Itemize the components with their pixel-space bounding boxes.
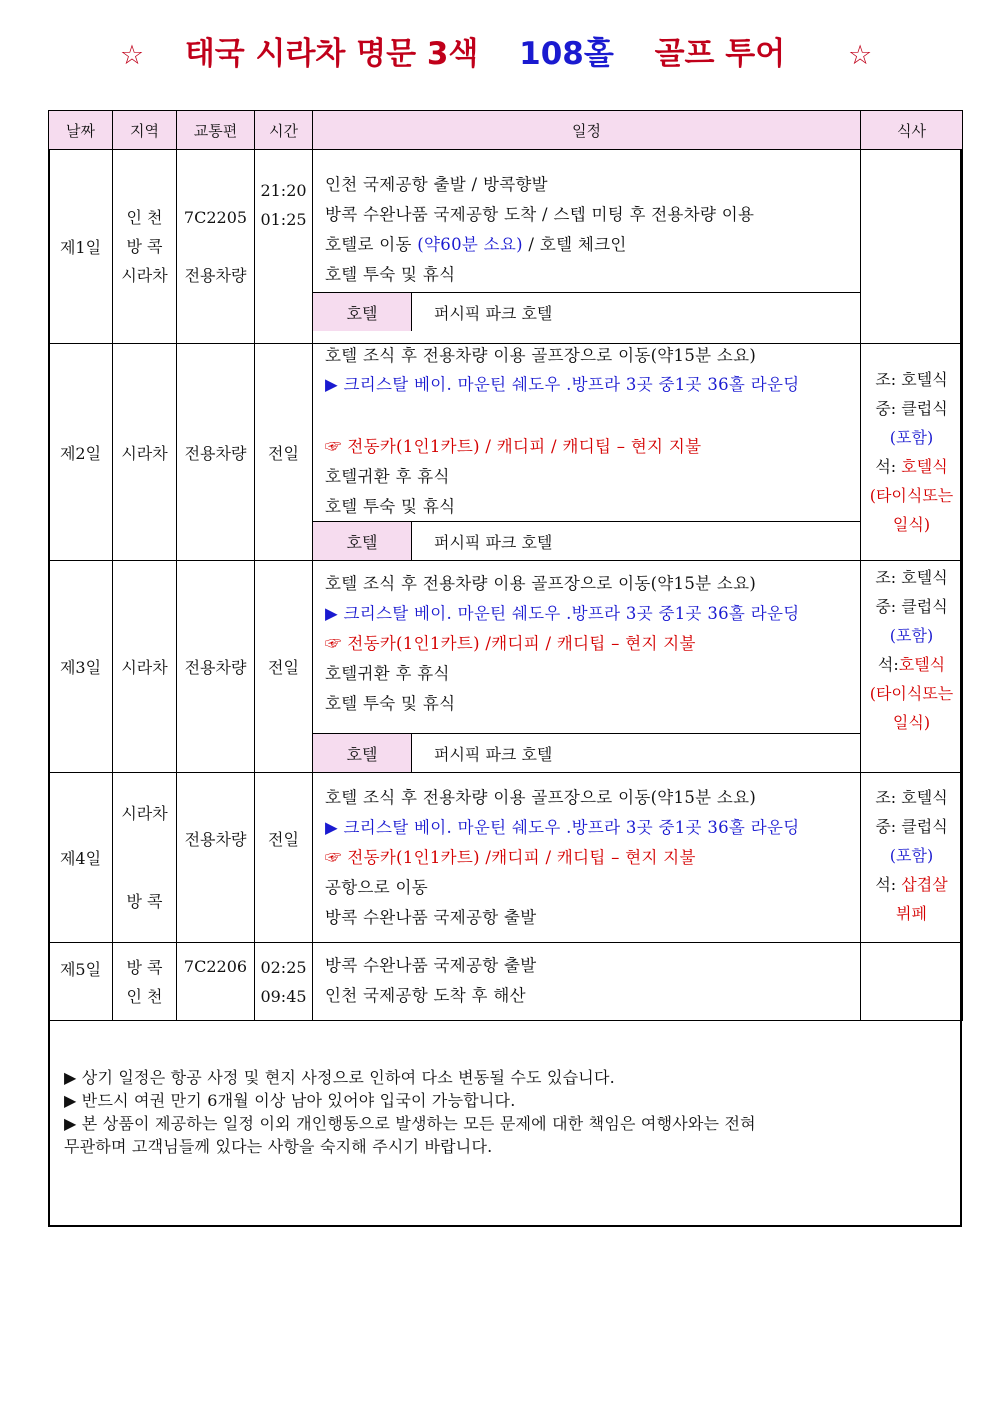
day-time: 02:25 09:45 [255, 943, 313, 1021]
hotel-bar [313, 733, 860, 772]
star-icon: ☆ [847, 40, 873, 71]
table-row [49, 943, 963, 1021]
page-title [0, 28, 992, 73]
day-time: 전일 [255, 344, 313, 561]
day-schedule: 호텔 조식 후 전용차량 이용 골프장으로 이동(약15분 소요) ▶ 크리스탈 베이. 마운틴 쉐도우 .방프라 3곳 중1곳 36홀 라운딩 ☞ 전동카(1인1카트) /캐디피 / 캐디팁 – 현지 지불 공항으로 이동 방콕 수완나품 국제공항 출발 [313, 773, 861, 943]
day-region: 방 콕 인 천 [113, 943, 177, 1021]
day-transport: 7C2205 전용차량 [177, 150, 255, 344]
title-tour: 골프 투어 [654, 36, 786, 72]
table-row [49, 561, 963, 773]
note-item: ▶ 반드시 여권 만기 6개월 이상 남아 있어야 입국이 가능합니다. [64, 1091, 516, 1110]
note-item: 무관하며 고객님들께 있다는 사항을 숙지해 주시기 바랍니다. [64, 1137, 493, 1156]
day-date: 제2일 [49, 344, 113, 561]
title-main: 태국 시라차 명문 3색 [184, 36, 479, 72]
day-meal [861, 943, 963, 1021]
note-item: ▶ 상기 일정은 항공 사정 및 현지 사정으로 인하여 다소 변동될 수도 있습니다. [64, 1068, 615, 1087]
day-transport: 전용차량 [177, 773, 255, 943]
day-transport: 전용차량 [177, 344, 255, 561]
day-meal: 조: 호텔식 중: 클럽식 (포함) 석:호텔식 (타이식또는 일식) [861, 561, 963, 773]
table-row [49, 773, 963, 943]
day-schedule: 방콕 수완나품 국제공항 출발 인천 국제공항 도착 후 해산 [313, 943, 861, 1021]
day-meal [861, 150, 963, 344]
day-date: 제4일 [49, 773, 113, 943]
day-time: 21:20 01:25 [255, 150, 313, 344]
header-transport: 교통편 [177, 111, 255, 150]
day-date: 제3일 [49, 561, 113, 773]
day-region: 시라차 방 콕 [113, 773, 177, 943]
hotel-bar [313, 292, 860, 331]
hotel-name: 퍼시픽 파크 호텔 [434, 303, 553, 323]
header-meal: 식사 [861, 111, 963, 150]
header-schedule: 일정 [313, 111, 861, 150]
header-date: 날짜 [49, 111, 113, 150]
hotel-label: 호텔 [313, 734, 412, 772]
day-time: 전일 [255, 773, 313, 943]
day-region: 시라차 [113, 344, 177, 561]
hotel-label: 호텔 [313, 522, 412, 560]
table-row [49, 344, 963, 561]
day-transport: 전용차량 [177, 561, 255, 773]
hotel-label: 호텔 [313, 293, 412, 331]
table-header-row [49, 111, 963, 150]
header-time: 시간 [255, 111, 313, 150]
day-schedule: 호텔 조식 후 전용차량 이용 골프장으로 이동(약15분 소요) ▶ 크리스탈 베이. 마운틴 쉐도우 .방프라 3곳 중1곳 36홀 라운딩 ☞ 전동카(1인1카트) /캐디피 / 캐디팁 – 현지 지불 호텔귀환 후 휴식 호텔 투숙 및 휴식 호텔 퍼시픽 파크 호텔 [313, 561, 861, 773]
day-date: 제1일 [49, 150, 113, 344]
day-region: 시라차 [113, 561, 177, 773]
day-meal: 조: 호텔식 중: 클럽식 (포함) 석: 삽겹살 뷔페 [861, 773, 963, 943]
day-date: 제5일 [49, 943, 113, 1021]
header-region: 지역 [113, 111, 177, 150]
day-meal: 조: 호텔식 중: 클럽식 (포함) 석: 호텔식 (타이식또는 일식) [861, 344, 963, 561]
table-row [49, 150, 963, 344]
schedule-table [48, 110, 963, 1021]
day-region: 인 천 방 콕 시라차 [113, 150, 177, 344]
day-time: 전일 [255, 561, 313, 773]
star-icon: ☆ [119, 40, 145, 71]
day-transport: 7C2206 [177, 943, 255, 1021]
day-schedule: 인천 국제공항 출발 / 방콕향발 방콕 수완나품 국제공항 도착 / 스텝 미팅 후 전용차량 이용 호텔로 이동 (약60분 소요) / 호텔 체크인 호텔 투숙 및 휴식 호텔 퍼시픽 파크 호텔 [313, 150, 861, 344]
notes-section [64, 1066, 756, 1158]
hotel-bar [313, 521, 860, 560]
title-holes: 108홀 [519, 36, 614, 72]
day-schedule: 호텔 조식 후 전용차량 이용 골프장으로 이동(약15분 소요) ▶ 크리스탈 베이. 마운틴 쉐도우 .방프라 3곳 중1곳 36홀 라운딩 ☞ 전동카(1인1카트) / 캐디피 / 캐디팁 – 현지 지불 호텔귀환 후 휴식 호텔 투숙 및 휴식 호텔 퍼시픽 파크 호텔 [313, 344, 861, 561]
hotel-name: 퍼시픽 파크 호텔 [434, 532, 553, 552]
note-item: ▶ 본 상품이 제공하는 일정 이외 개인행동으로 발생하는 모든 문제에 대한 책임은 여행사와는 전혀 [64, 1114, 756, 1133]
hotel-name: 퍼시픽 파크 호텔 [434, 744, 553, 764]
